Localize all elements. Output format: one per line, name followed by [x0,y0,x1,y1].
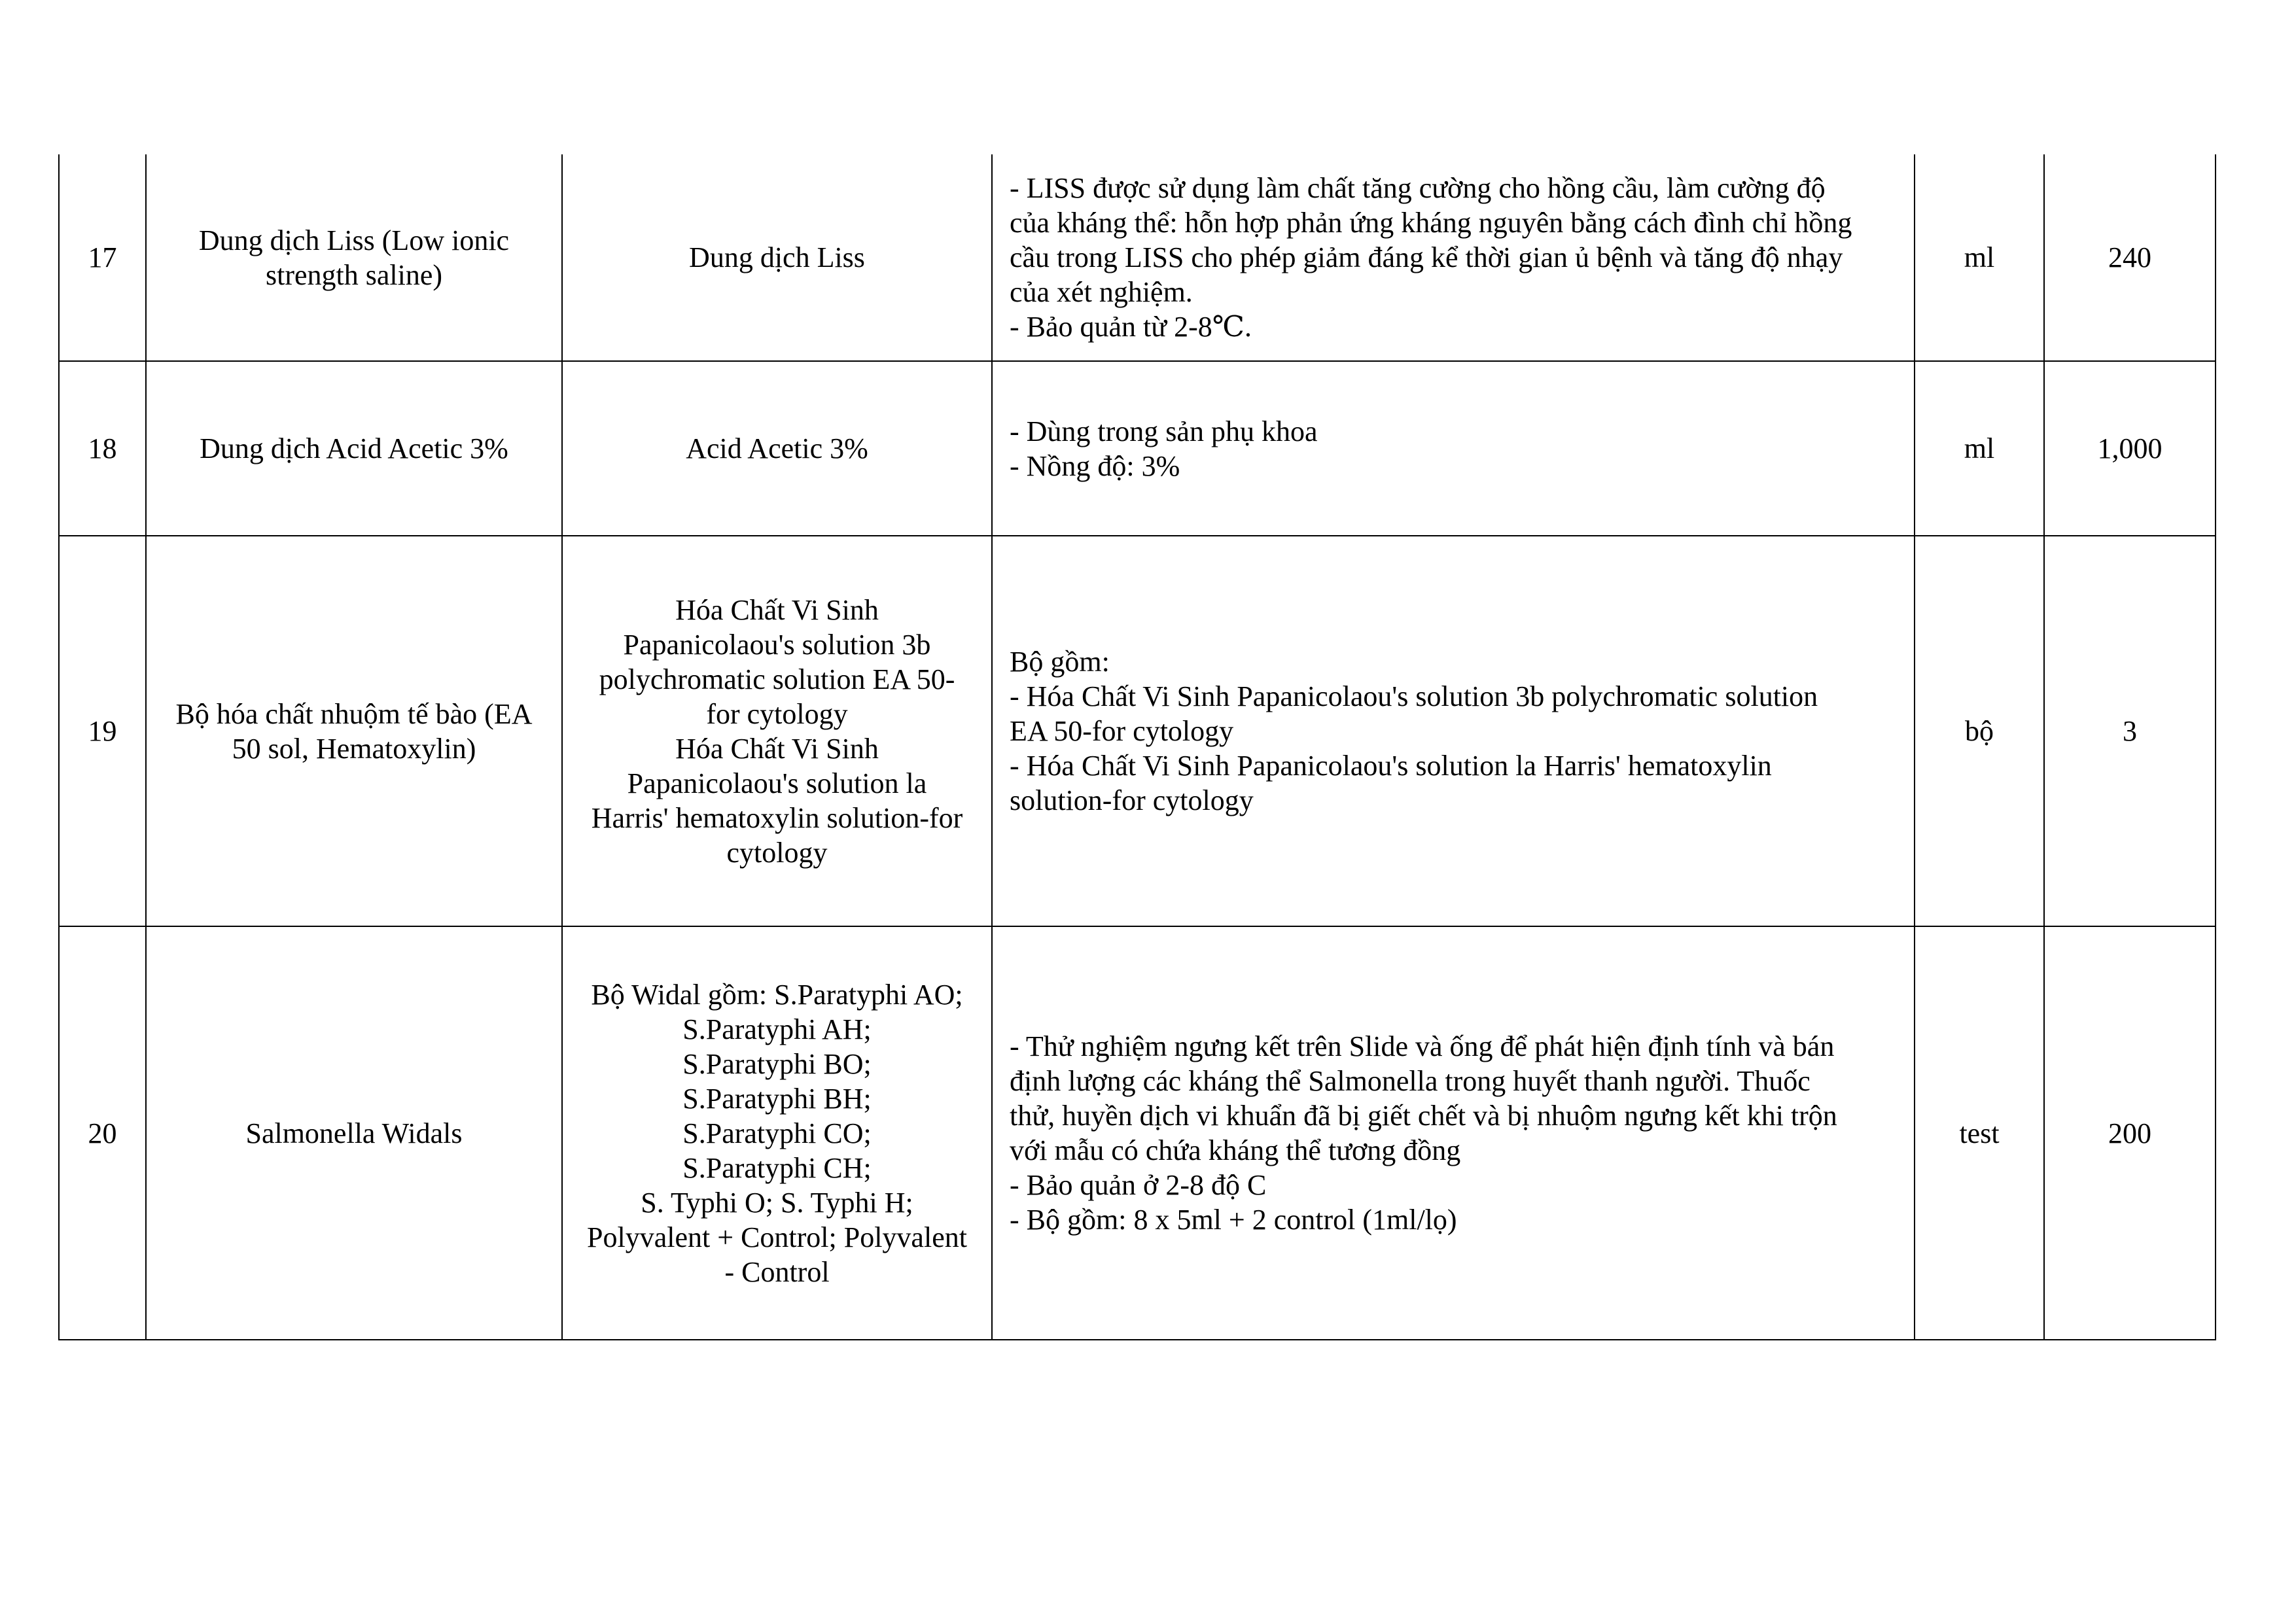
item-name: Dung dịch Acid Acetic 3% [146,361,562,536]
item-description: - Dùng trong sản phụ khoa - Nồng độ: 3% [992,361,1915,536]
item-name: Dung dịch Liss (Low ionic strength saline) [146,154,562,361]
item-name: Bộ hóa chất nhuộm tế bào (EA 50 sol, Hematoxylin) [146,536,562,926]
quantity: 3 [2044,536,2216,926]
product-name: Dung dịch Liss [562,154,992,361]
quantity: 240 [2044,154,2216,361]
row-number: 19 [59,536,146,926]
table-row [59,361,2216,536]
table-row [59,926,2216,1340]
item-description: Bộ gồm: - Hóa Chất Vi Sinh Papanicolaou's solution 3b polychromatic solution EA 50-for cytology - Hóa Chất Vi Sinh Papanicolaou's solution la Harris' hematoxylin solution-for cytology [992,536,1915,926]
unit: ml [1915,154,2044,361]
table-row [59,536,2216,926]
product-name: Hóa Chất Vi Sinh Papanicolaou's solution 3b polychromatic solution EA 50- for cytology Hóa Chất Vi Sinh Papanicolaou's solution la Harris' hematoxylin solution-for cytology [562,536,992,926]
chemical-spec-table [58,154,2216,1340]
row-number: 20 [59,926,146,1340]
row-number: 17 [59,154,146,361]
row-number: 18 [59,361,146,536]
item-description: - LISS được sử dụng làm chất tăng cường cho hồng cầu, làm cường độ của kháng thể: hỗn hợp phản ứng kháng nguyên bằng cách đình chỉ hồng cầu trong LISS cho phép giảm đáng kể thời gian ủ bệnh và tăng độ nhạy của xét nghiệm. - Bảo quản từ 2-8℃. [992,154,1915,361]
product-name: Bộ Widal gồm: S.Paratyphi AO; S.Paratyphi AH; S.Paratyphi BO; S.Paratyphi BH; S.Paratyphi CO; S.Paratyphi CH; S. Typhi O; S. Typhi H; Polyvalent + Control; Polyvalent - Control [562,926,992,1340]
quantity: 200 [2044,926,2216,1340]
quantity: 1,000 [2044,361,2216,536]
unit: bộ [1915,536,2044,926]
item-description: - Thử nghiệm ngưng kết trên Slide và ống để phát hiện định tính và bán định lượng các kháng thể Salmonella trong huyết thanh người. Thuốc thử, huyền dịch vi khuẩn đã bị giết chết và bị nhuộm ngưng kết khi trộn với mẫu có chứa kháng thể tương đồng - Bảo quản ở 2-8 độ C - Bộ gồm: 8 x 5ml + 2 control (1ml/lọ) [992,926,1915,1340]
table-body [59,154,2216,1340]
item-name: Salmonella Widals [146,926,562,1340]
unit: ml [1915,361,2044,536]
unit: test [1915,926,2044,1340]
table-row [59,154,2216,361]
product-name: Acid Acetic 3% [562,361,992,536]
